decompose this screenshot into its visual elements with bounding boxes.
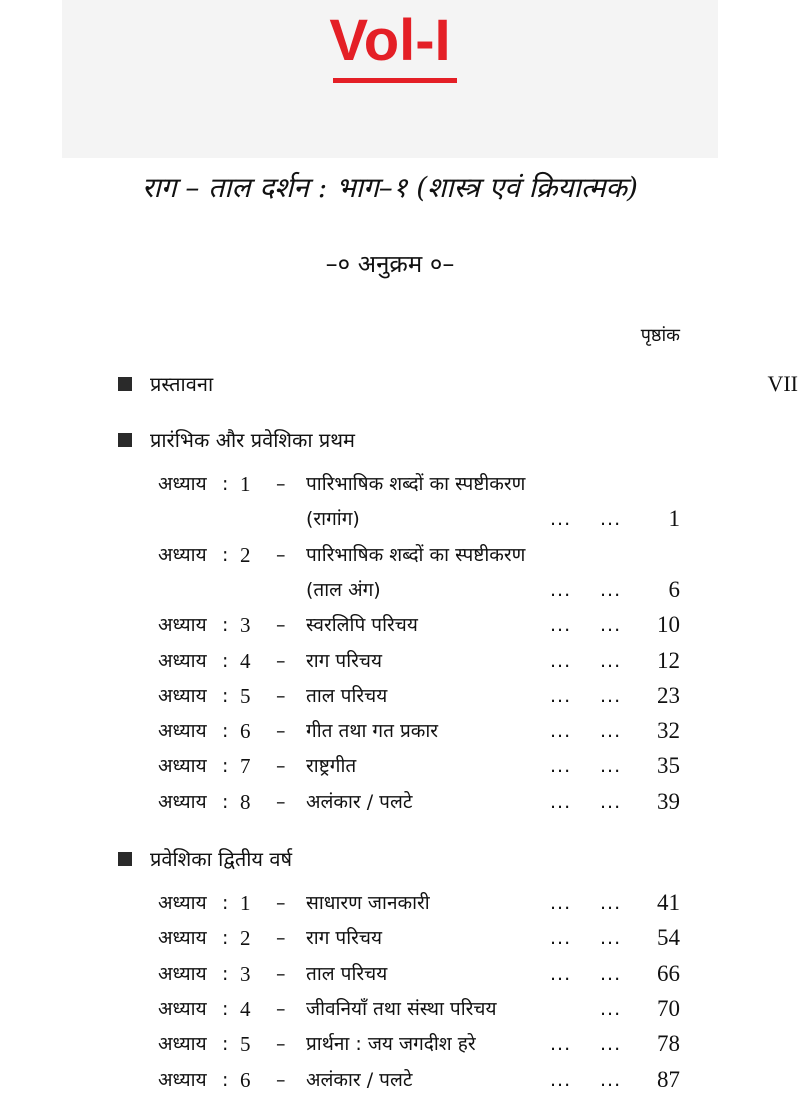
leader-dots: ... (600, 649, 622, 672)
chapter-number: 1 (240, 891, 251, 915)
chapter-row (0, 957, 780, 991)
chapter-title: राग परिचय (306, 927, 382, 950)
chapter-word: अध्याय (158, 962, 207, 985)
chapter-number: 2 (240, 542, 251, 567)
leader-dots: ... (600, 790, 622, 813)
leader-dots: ... (550, 892, 572, 914)
chapter-number: 3 (240, 613, 251, 638)
chapter-title: स्वरलिपि परिचय (306, 614, 418, 637)
chapter-colon: : (222, 543, 229, 566)
chapter-title: ताल परिचय (306, 962, 388, 985)
chapter-colon: : (222, 892, 229, 914)
chapter-page-number: 32 (657, 718, 680, 744)
section-heading (118, 843, 718, 875)
chapter-word: अध्याय (158, 790, 207, 813)
section-bullet-icon (118, 852, 132, 866)
chapter-title: राग परिचय (306, 649, 382, 672)
chapter-continuation-row (0, 573, 780, 607)
chapter-colon: : (222, 1033, 229, 1056)
page-column-heading: पृष्ठांक (640, 325, 680, 346)
chapter-colon: : (222, 614, 229, 637)
section-title: प्रवेशिका द्वितीय वर्ष (150, 847, 293, 871)
chapter-page-number: 39 (657, 788, 680, 814)
chapter-colon: : (222, 997, 229, 1020)
chapter-number: 8 (240, 789, 251, 814)
chapter-row (0, 644, 780, 678)
section-bullet-icon (118, 377, 132, 391)
leader-dots: ... (550, 684, 572, 707)
chapter-row (0, 679, 780, 713)
chapter-page-number: 23 (657, 682, 680, 708)
leader-dots: ... (550, 614, 572, 637)
section-bullet-icon (118, 433, 132, 447)
chapter-row (0, 538, 780, 572)
leader-dots: ... (550, 1033, 572, 1056)
book-title: राग – ताल दर्शन : भाग–१ (शास्त्र एवं क्रियात्मक) (142, 171, 638, 204)
chapter-word: अध्याय (158, 684, 207, 707)
chapter-row (0, 467, 780, 501)
chapter-word: अध्याय (158, 997, 207, 1020)
chapter-row (0, 886, 780, 920)
chapter-dash: – (276, 614, 286, 637)
chapter-page-number: 35 (657, 753, 680, 779)
leader-dots: ... (550, 578, 572, 601)
chapter-dash: – (276, 473, 286, 495)
leader-dots: ... (600, 508, 622, 531)
leader-dots: ... (550, 649, 572, 672)
chapter-title: साधारण जानकारी (306, 892, 430, 914)
chapter-page-number: 41 (657, 890, 680, 915)
chapter-colon: : (222, 927, 229, 950)
chapter-colon: : (222, 720, 229, 743)
chapter-title: पारिभाषिक शब्दों का स्पष्टीकरण (306, 543, 526, 566)
chapter-number: 6 (240, 1067, 251, 1092)
chapter-row (0, 992, 780, 1026)
chapter-dash: – (276, 1033, 286, 1056)
chapter-number: 2 (240, 926, 251, 951)
chapter-word: अध्याय (158, 649, 207, 672)
chapter-title: जीवनियाँ तथा संस्था परिचय (306, 997, 497, 1020)
leader-dots: ... (600, 1033, 622, 1056)
chapter-row (0, 608, 780, 642)
leader-dots: ... (600, 720, 622, 743)
chapter-continuation-row (0, 502, 780, 536)
chapter-number: 5 (240, 1032, 251, 1057)
chapter-number: 3 (240, 961, 251, 986)
chapter-colon: : (222, 649, 229, 672)
chapter-word: अध्याय (158, 720, 207, 743)
volume-underline (333, 78, 457, 83)
chapter-title: गीत तथा गत प्रकार (306, 720, 439, 743)
chapter-colon: : (222, 962, 229, 985)
chapter-row (0, 714, 780, 748)
contents-heading: –० अनुक्रम ०– (325, 250, 455, 278)
leader-dots: ... (600, 755, 622, 778)
chapter-colon: : (222, 755, 229, 778)
chapter-title: ताल परिचय (306, 684, 388, 707)
chapter-colon: : (222, 473, 229, 495)
chapter-word: अध्याय (158, 543, 207, 566)
leader-dots: ... (600, 614, 622, 637)
chapter-dash: – (276, 997, 286, 1020)
chapter-dash: – (276, 649, 286, 672)
volume-label: Vol-I (329, 8, 451, 73)
chapter-title-continuation: (रागांग) (306, 508, 360, 531)
chapter-row (0, 749, 780, 783)
leader-dots: ... (600, 578, 622, 601)
chapter-number: 6 (240, 719, 251, 744)
chapter-page-number: 70 (657, 995, 680, 1021)
leader-dots: ... (600, 962, 622, 985)
leader-dots: ... (550, 720, 572, 743)
section-title: प्रारंभिक और प्रवेशिका प्रथम (150, 428, 355, 452)
leader-dots: ... (550, 790, 572, 813)
chapter-colon: : (222, 790, 229, 813)
chapter-title: अलंकार / पलटे (306, 1068, 413, 1091)
chapter-row (0, 921, 780, 955)
chapter-page-number: 54 (657, 925, 680, 951)
section-heading (118, 368, 798, 400)
chapter-page-number: 66 (657, 960, 680, 986)
chapter-dash: – (276, 720, 286, 743)
chapter-dash: – (276, 1068, 286, 1091)
section-page-number: VII (767, 371, 798, 396)
chapter-number: 5 (240, 683, 251, 708)
chapter-row (0, 1027, 780, 1061)
chapter-dash: – (276, 543, 286, 566)
chapter-dash: – (276, 892, 286, 914)
chapter-word: अध्याय (158, 755, 207, 778)
leader-dots: ... (550, 927, 572, 950)
chapter-word: अध्याय (158, 1033, 207, 1056)
chapter-dash: – (276, 684, 286, 707)
chapter-page-number: 78 (657, 1031, 680, 1057)
chapter-page-number: 6 (668, 576, 680, 602)
leader-dots: ... (600, 927, 622, 950)
leader-dots: ... (600, 684, 622, 707)
section-title: प्रस्तावना (150, 372, 214, 396)
chapter-title: राष्ट्रगीत (306, 755, 357, 778)
chapter-word: अध्याय (158, 473, 207, 495)
chapter-dash: – (276, 755, 286, 778)
chapter-title-continuation: (ताल अंग) (306, 578, 381, 601)
chapter-colon: : (222, 1068, 229, 1091)
chapter-page-number: 12 (657, 647, 680, 673)
chapter-number: 7 (240, 754, 251, 779)
chapter-title: प्रार्थना : जय जगदीश हरे (306, 1033, 476, 1056)
chapter-colon: : (222, 684, 229, 707)
chapter-row (0, 785, 780, 819)
chapter-word: अध्याय (158, 927, 207, 950)
chapter-page-number: 10 (657, 612, 680, 638)
chapter-number: 4 (240, 648, 251, 673)
leader-dots: ... (600, 997, 622, 1020)
leader-dots: ... (600, 892, 622, 914)
chapter-word: अध्याय (158, 892, 207, 914)
chapter-dash: – (276, 790, 286, 813)
chapter-word: अध्याय (158, 614, 207, 637)
chapter-page-number: 87 (657, 1066, 680, 1092)
chapter-row (0, 1063, 780, 1097)
leader-dots: ... (550, 962, 572, 985)
chapter-word: अध्याय (158, 1068, 207, 1091)
chapter-page-number: 1 (668, 506, 680, 532)
leader-dots: ... (550, 508, 572, 531)
leader-dots: ... (550, 755, 572, 778)
chapter-title: अलंकार / पलटे (306, 790, 413, 813)
chapter-number: 4 (240, 996, 251, 1021)
chapter-dash: – (276, 927, 286, 950)
chapter-title: पारिभाषिक शब्दों का स्पष्टीकरण (306, 473, 526, 495)
section-heading (118, 424, 718, 456)
leader-dots: ... (550, 1068, 572, 1091)
chapter-dash: – (276, 962, 286, 985)
chapter-number: 1 (240, 472, 251, 496)
leader-dots: ... (600, 1068, 622, 1091)
